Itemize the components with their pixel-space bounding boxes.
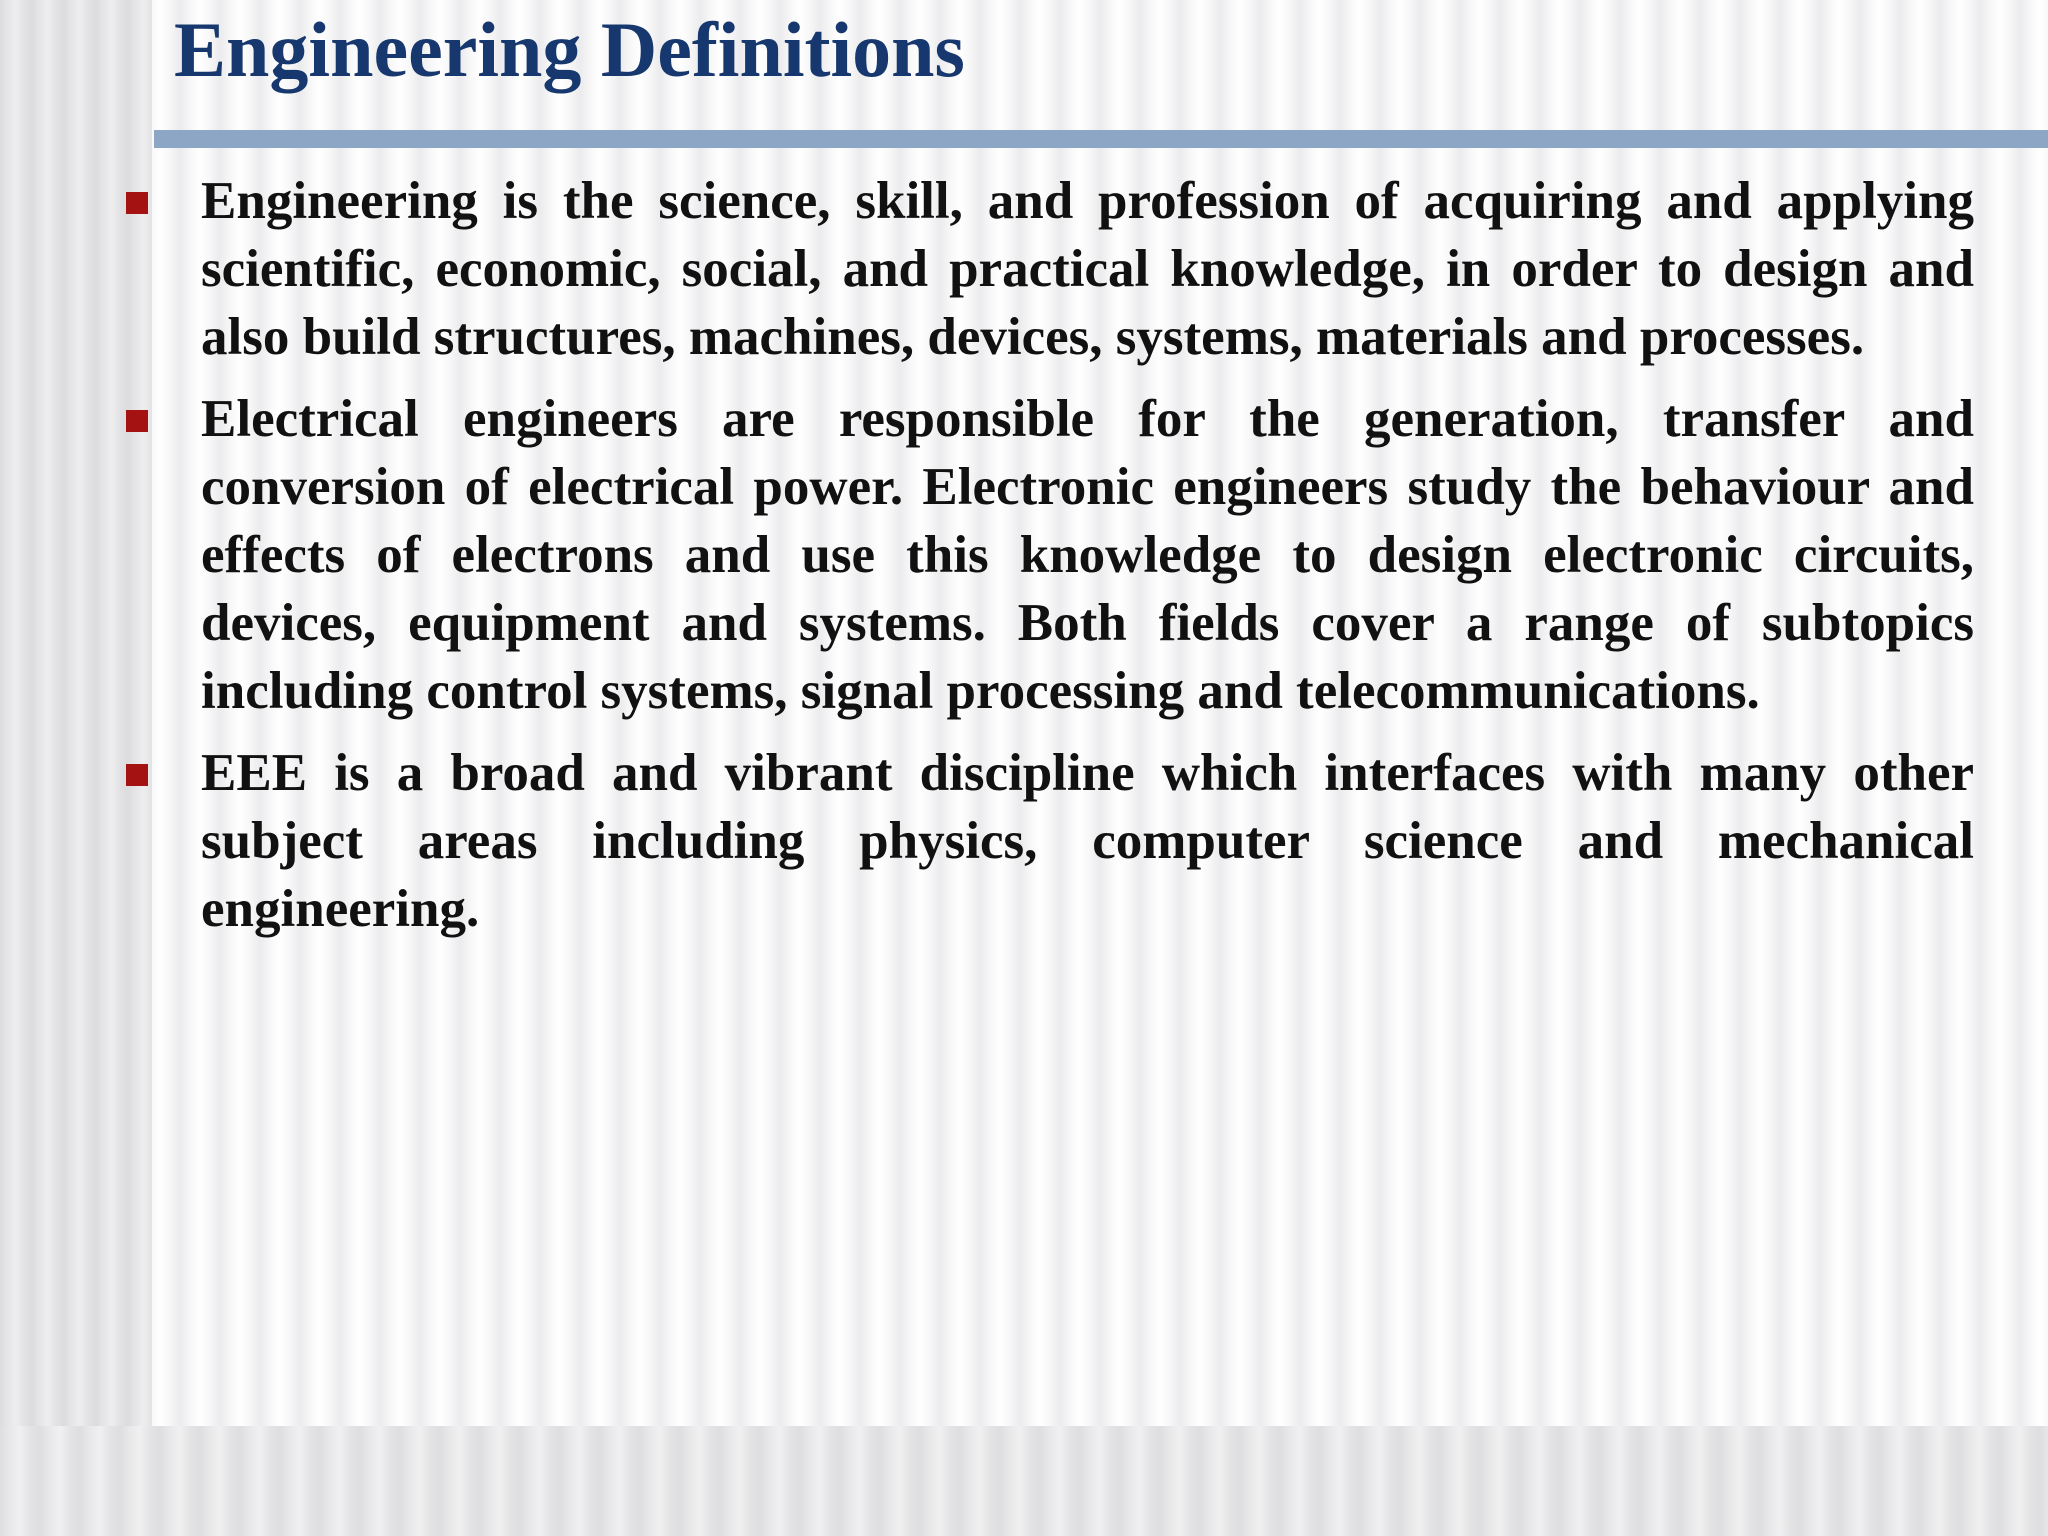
- bullet-item-eee-discipline: [122, 739, 1974, 943]
- bullet-item-engineering-definition: [122, 167, 1974, 371]
- bullet-text: Engineering is the science, skill, and profession of acquiring and applying scientific, economic, social, and practical knowledge, in order to design and also build structures, machines, devices, systems, materials and processes.: [201, 172, 1974, 366]
- slide-content: [122, 167, 1974, 957]
- slide-background-bottom-band: [0, 1426, 2048, 1536]
- square-bullet-icon: [126, 192, 148, 214]
- bullet-item-electrical-electronic-engineers: [122, 385, 1974, 725]
- square-bullet-icon: [126, 410, 148, 432]
- bullet-text: EEE is a broad and vibrant discipline which interfaces with many other subject areas including physics, computer science and mechanical engineering.: [201, 744, 1974, 938]
- title-underline-rule: [154, 130, 2048, 148]
- bullet-text: Electrical engineers are responsible for the generation, transfer and conversion of electrical power. Electronic engineers study the behaviour and effects of electrons and use this knowledge to design electronic circuits, devices, equipment and systems. Both fields cover a range of subtopics including control systems, signal processing and telecommunications.: [201, 390, 1974, 720]
- slide-title: Engineering Definitions: [174, 6, 965, 93]
- square-bullet-icon: [126, 764, 148, 786]
